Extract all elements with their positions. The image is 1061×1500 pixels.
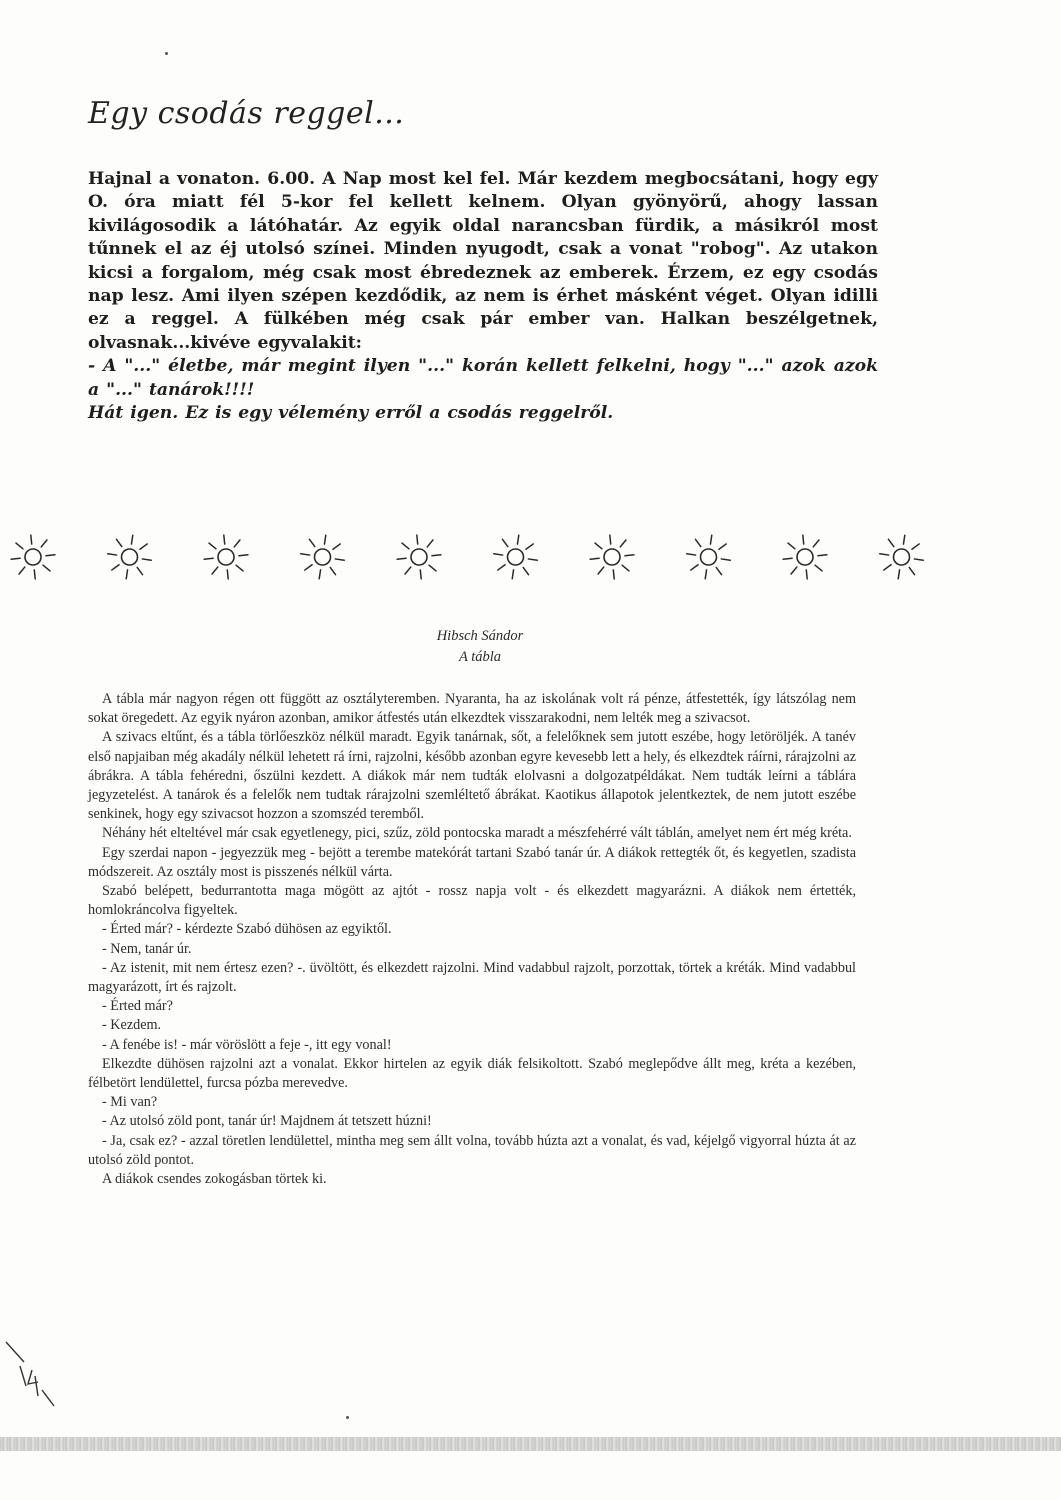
second-article-body xyxy=(88,690,856,1189)
sun-doodle-icon xyxy=(204,535,248,579)
top-article-quote: - A "..." életbe, már megint ilyen "..." korán kellett felkelni, hogy "..." azok azok a "..." tanárok!!!! xyxy=(88,356,878,400)
paragraph: Elkezdte dühösen rajzolni azt a vonalat. Ekkor hirtelen az egyik diák felsikoltott. Szabó meglepődve állt meg, kréta a kezében, félbetört lendülettel, furcsa pózba merevedve. xyxy=(88,1055,856,1092)
article-title: A tábla xyxy=(458,649,502,665)
sun-doodle-icon xyxy=(108,535,152,579)
top-article xyxy=(88,168,878,425)
scan-speck xyxy=(165,52,168,55)
paragraph: Egy szerdai napon - jegyezzük meg - bejött a terembe matekórát tartani Szabó tanár úr. A diákok rettegték őt, és kegyetlen, szadista módszereit. Az osztály most is pisszenés nélkül várta. xyxy=(88,844,856,880)
sun-doodle-icon xyxy=(11,535,55,579)
sun-doodle-row xyxy=(0,515,1061,615)
dialogue-line: - Kezdem. xyxy=(102,1017,162,1034)
sun-doodle-icon xyxy=(0,515,1061,615)
sun-doodle-icon xyxy=(494,535,538,579)
top-article-closing: Hát igen. Ez is egy vélemény erről a csodás reggelről. xyxy=(88,403,614,424)
handwritten-page-number xyxy=(2,1340,62,1410)
paragraph: A tábla már nagyon régen ott függött az osztályteremben. Nyaranta, ha az iskolának volt rá pénze, átfestették, így látszólag nem sokat öregedett. Az egyik nyáron azonban, amikor átfestés után elkezdtek visszarakodni, nem lelték meg a szivacsot. xyxy=(88,691,856,727)
dialogue-line: - Érted már? - kérdezte Szabó dühösen az egyiktől. xyxy=(102,921,392,938)
author-name: Hibsch Sándor xyxy=(436,628,524,644)
sun-doodle-icon xyxy=(880,535,924,579)
sun-doodle-icon xyxy=(301,535,345,579)
dialogue-line: - Nem, tanár úr. xyxy=(102,940,192,957)
dialogue-line: - Az utolsó zöld pont, tanár úr! Majdnem át tetszett húzni! xyxy=(102,1113,432,1130)
dialogue-line: - A fenébe is! - már vöröslött a feje -, itt egy vonal! xyxy=(102,1036,392,1053)
paragraph: Szabó belépett, bedurrantotta maga mögött az ajtót - rossz napja volt - és elkezdett magyarázni. A diákok nem értették, homlokráncolva figyeltek. xyxy=(88,883,856,919)
paragraph: A szivacs eltűnt, és a tábla törlőeszköz nélkül maradt. Egyik tanárnak, sőt, a felelőknek sem jutott eszébe, hogy letöröljék. A tanév első napjaiban még akadály nélkül lehetett rá írni, rajzolni, később azonban egyre kevesebb lett a hely, és elkezdtek ráírni, rárajzolni az ábrákra. A tábla fehéredni, őszülni kezdett. A diákok már nem tudták elolvasni a dolgozatpéldákat. Nem tudták leírni a táblára jegyzetelést. A tanárok és a felelők nem tudtak rárajzolni szemléltető ábrákat. Kaotikus állapotok jelentkeztek, de nem jutott eszébe senkinek, hogy egy szivacsot hozzon a szomszéd teremből. xyxy=(88,729,856,823)
sun-doodle-icon xyxy=(783,535,827,579)
pen-stroke-icon xyxy=(2,1340,62,1410)
dialogue-line: - Érted már? xyxy=(102,998,173,1015)
dialogue-line: - Ja, csak ez? - azzal töretlen lendülettel, mintha meg sem állt volna, tovább húzta azt a vonalat, és vad, kéjelgő vigyorral húzta át az utolsó zöld pontot. xyxy=(88,1132,856,1168)
top-article-paragraph: Hajnal a vonaton. 6.00. A Nap most kel fel. Már kezdem megbocsátani, hogy egy O. óra miatt fél 5-kor fel kellett kelnem. Olyan gyönyörű, ahogy lassan kivilágosodik a látóhatár. Az egyik oldal narancsban fürdik, a másikról most tűnnek el az éj utolsó színei. Minden nyugodt, csak a vonat "robog". Az utakon kicsi a forgalom, még csak most ébredeznek az emberek. Érzem, ez egy csodás nap lesz. Ami ilyen szépen kezdődik, az nem is érhet másként véget. Olyan idilli ez a reggel. A fülkében még csak pár ember van. Halkan beszélgetnek, olvasnak...kivéve egyvalakit: xyxy=(88,169,878,353)
scan-edge-noise xyxy=(0,1437,1061,1451)
sun-doodle-icon xyxy=(397,535,441,579)
handwritten-title: Egy csodás reggel... xyxy=(88,96,405,131)
scan-speck xyxy=(346,1416,349,1419)
dialogue-line: - Az istenit, mit nem értesz ezen? -. üvöltött, és elkezdett rajzolni. Mind vadabbul rajzolt, porzottak, törtek a kréták. Mind vadabbul magyarázott, írt és rajzolt. xyxy=(88,959,856,996)
second-article-byline xyxy=(330,626,630,668)
paragraph: A diákok csendes zokogásban törtek ki. xyxy=(102,1171,327,1188)
sun-doodle-icon xyxy=(687,535,731,579)
sun-doodle-icon xyxy=(590,535,634,579)
paragraph: Néhány hét elteltével már csak egyetlenegy, pici, szűz, zöld pontocska maradt a mészfehérré vált táblán, amelyet nem ért még kréta. xyxy=(102,825,852,842)
dialogue-line: - Mi van? xyxy=(102,1094,158,1111)
